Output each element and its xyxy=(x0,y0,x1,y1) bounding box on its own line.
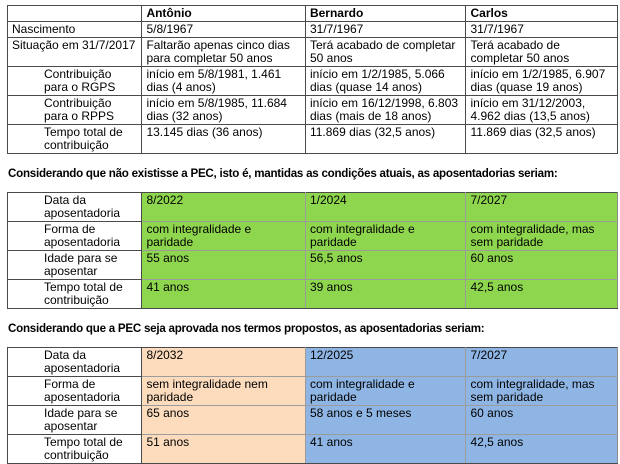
value-cell: 56,5 anos xyxy=(305,251,466,280)
value-cell: início em 31/12/2003, 4.962 dias (13,5 anos) xyxy=(466,96,618,125)
column-header xyxy=(8,6,142,22)
value-cell: Faltarão apenas cinco dias para completar 50 anos xyxy=(142,38,306,67)
value-cell: início em 5/8/1981, 1.461 dias (4 anos) xyxy=(142,67,306,96)
value-cell: 58 anos e 5 meses xyxy=(305,406,466,435)
pec-table xyxy=(7,347,618,464)
value-cell: com integralidade e paridade xyxy=(305,377,466,406)
value-cell: 12/2025 xyxy=(305,348,466,377)
row-label: Idade para se aposentar xyxy=(8,406,142,435)
value-cell: 7/2027 xyxy=(466,348,618,377)
table-row xyxy=(8,406,618,435)
value-cell: com integralidade, mas sem paridade xyxy=(466,222,618,251)
row-label: Tempo total de contribuição xyxy=(8,280,142,309)
column-header: Bernardo xyxy=(305,6,466,22)
value-cell: com integralidade e paridade xyxy=(305,222,466,251)
value-cell: 51 anos xyxy=(142,435,306,464)
value-cell: 31/7/1967 xyxy=(305,22,466,38)
people-header-row xyxy=(8,6,618,22)
value-cell: 42,5 anos xyxy=(466,435,618,464)
value-cell: 13.145 dias (36 anos) xyxy=(142,125,306,154)
table-row xyxy=(8,435,618,464)
row-label: Contribuição para o RPPS xyxy=(8,96,142,125)
row-label: Tempo total de contribuição xyxy=(8,435,142,464)
value-cell: Terá acabado de completar 50 anos xyxy=(466,38,618,67)
row-label: Nascimento xyxy=(8,22,142,38)
table-row xyxy=(8,193,618,222)
value-cell: 8/2022 xyxy=(142,193,306,222)
value-cell: 60 anos xyxy=(466,251,618,280)
table-row xyxy=(8,96,618,125)
column-header: Carlos xyxy=(466,6,618,22)
value-cell: 55 anos xyxy=(142,251,306,280)
row-label: Forma de aposentadoria xyxy=(8,222,142,251)
table-row xyxy=(8,348,618,377)
heading-no-pec: Considerando que não existisse a PEC, isto é, mantidas as condições atuais, as aposentadorias seriam: xyxy=(8,167,558,180)
value-cell: 60 anos xyxy=(466,406,618,435)
value-cell: 41 anos xyxy=(142,280,306,309)
value-cell: início em 5/8/1985, 11.684 dias (32 anos) xyxy=(142,96,306,125)
situation-table xyxy=(7,5,618,154)
column-header: Antônio xyxy=(142,6,306,22)
value-cell: início em 1/2/1985, 5.066 dias (quase 14 anos) xyxy=(305,67,466,96)
table-row xyxy=(8,67,618,96)
no-pec-table xyxy=(7,192,618,309)
row-label: Idade para se aposentar xyxy=(8,251,142,280)
table-row xyxy=(8,125,618,154)
row-label: Contribuição para o RGPS xyxy=(8,67,142,96)
row-label: Data da aposentadoria xyxy=(8,193,142,222)
table-row xyxy=(8,222,618,251)
value-cell: 11.869 dias (32,5 anos) xyxy=(305,125,466,154)
table-row xyxy=(8,251,618,280)
value-cell: Terá acabado de completar 50 anos xyxy=(305,38,466,67)
value-cell: 8/2032 xyxy=(142,348,306,377)
table-row xyxy=(8,377,618,406)
table-row xyxy=(8,280,618,309)
value-cell: 39 anos xyxy=(305,280,466,309)
table-row xyxy=(8,38,618,67)
value-cell: 42,5 anos xyxy=(466,280,618,309)
value-cell: 1/2024 xyxy=(305,193,466,222)
row-label: Tempo total de contribuição xyxy=(8,125,142,154)
row-label: Forma de aposentadoria xyxy=(8,377,142,406)
value-cell: 11.869 dias (32,5 anos) xyxy=(466,125,618,154)
row-label: Situação em 31/7/2017 xyxy=(8,38,142,67)
value-cell: início em 1/2/1985, 6.907 dias (quase 19 anos) xyxy=(466,67,618,96)
table-row xyxy=(8,22,618,38)
value-cell: 7/2027 xyxy=(466,193,618,222)
value-cell: com integralidade, mas sem paridade xyxy=(466,377,618,406)
value-cell: 5/8/1967 xyxy=(142,22,306,38)
value-cell: início em 16/12/1998, 6.803 dias (mais de 18 anos) xyxy=(305,96,466,125)
value-cell: 41 anos xyxy=(305,435,466,464)
row-label: Data da aposentadoria xyxy=(8,348,142,377)
value-cell: com integralidade e paridade xyxy=(142,222,306,251)
value-cell: sem integralidade nem paridade xyxy=(142,377,306,406)
value-cell: 31/7/1967 xyxy=(466,22,618,38)
value-cell: 65 anos xyxy=(142,406,306,435)
heading-pec: Considerando que a PEC seja aprovada nos termos propostos, as aposentadorias seriam: xyxy=(8,322,485,335)
